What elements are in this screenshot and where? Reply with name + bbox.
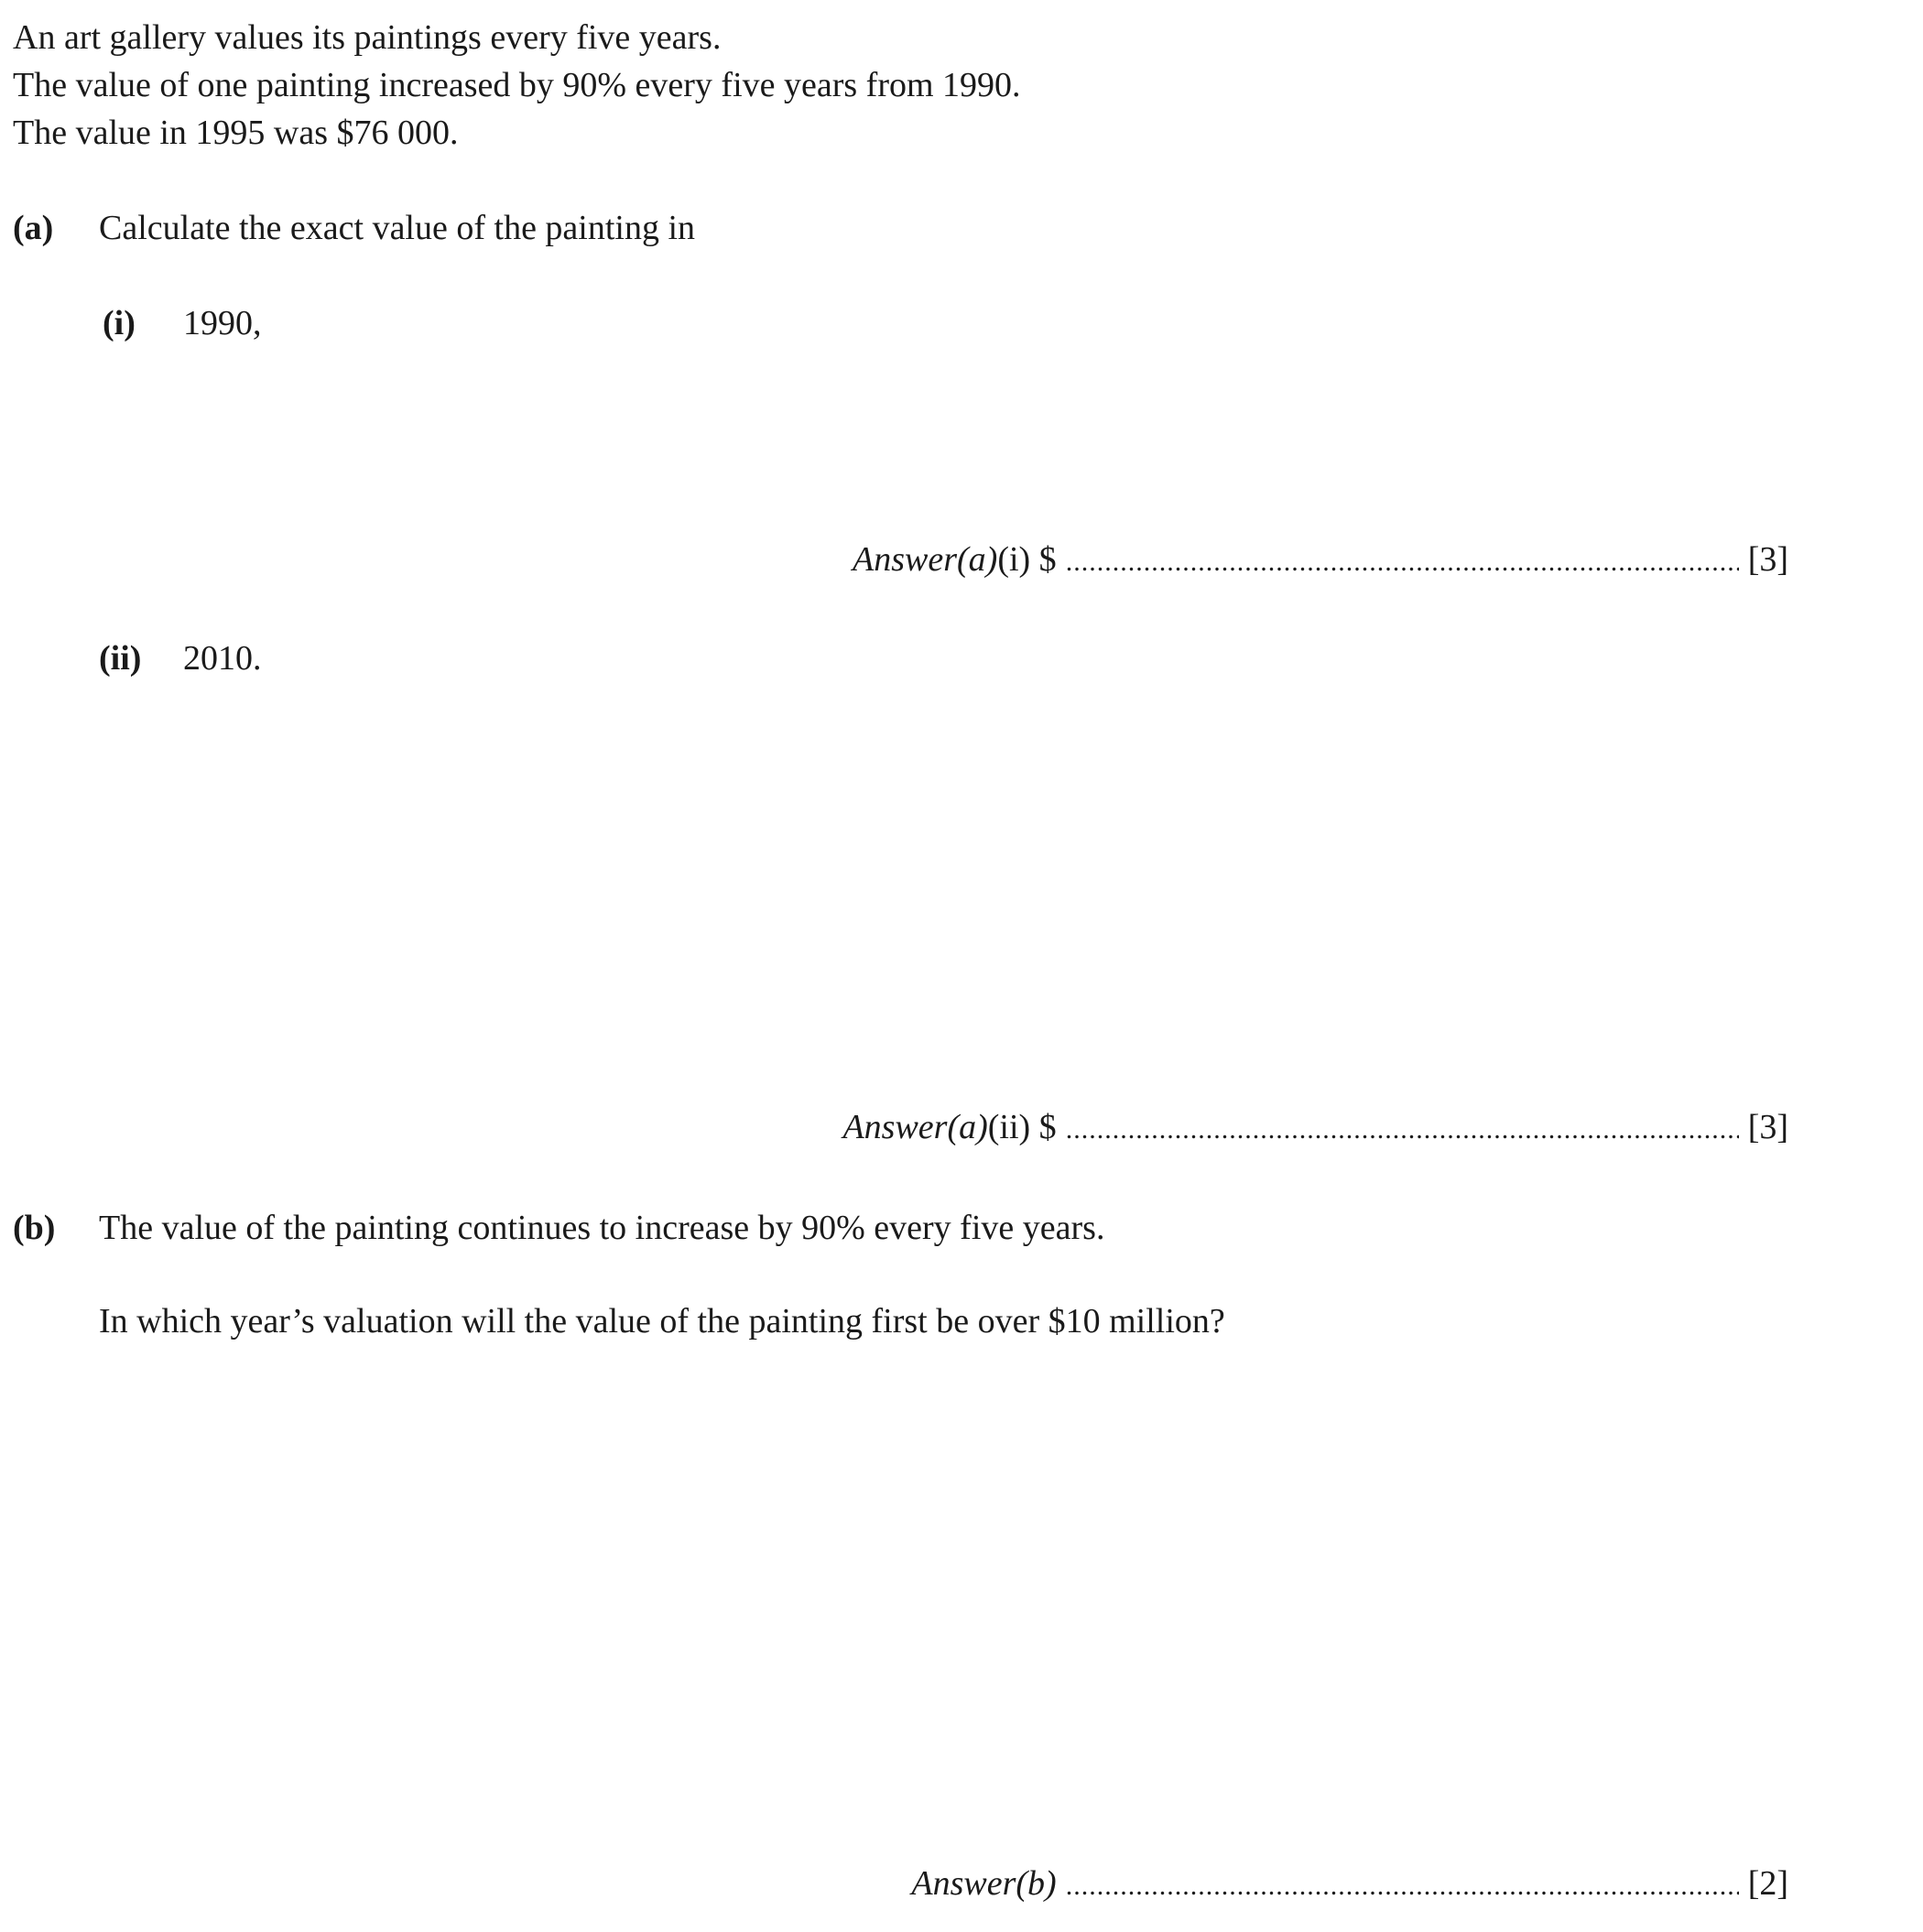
- part-a-i-label: (i): [103, 304, 136, 342]
- intro-line-3: The value in 1995 was $76 000.: [13, 114, 459, 152]
- marks-a-ii: [3]: [1747, 1108, 1788, 1146]
- part-a-ii-text: 2010.: [183, 639, 262, 678]
- answer-b-line: [911, 1866, 1788, 1901]
- part-a-text: Calculate the exact value of the painting in: [99, 209, 696, 247]
- part-a-label: (a): [13, 209, 54, 247]
- answer-b-label: Answer(b): [911, 1864, 1057, 1903]
- intro-line-1: An art gallery values its paintings every five years.: [13, 18, 722, 57]
- marks-b: [2]: [1747, 1864, 1788, 1903]
- part-b-text-2: In which year’s valuation will the value of the painting first be over $10 million?: [99, 1302, 1225, 1340]
- answer-a-i-field[interactable]: [1066, 548, 1739, 576]
- answer-a-ii-line: [842, 1110, 1788, 1145]
- answer-a-i-line: [853, 542, 1788, 577]
- answer-a-ii-field[interactable]: [1066, 1116, 1739, 1144]
- marks-a-i: [3]: [1747, 540, 1788, 579]
- part-a-ii-label: (ii): [99, 639, 142, 678]
- answer-a-ii-label: Answer(a)(ii) $: [842, 1108, 1057, 1146]
- answer-b-field[interactable]: [1066, 1872, 1739, 1900]
- part-b-text-1: The value of the painting continues to increase by 90% every five years.: [99, 1209, 1105, 1247]
- intro-line-2: The value of one painting increased by 90% every five years from 1990.: [13, 66, 1021, 104]
- part-b-label: (b): [13, 1209, 56, 1247]
- part-a-i-text: 1990,: [183, 304, 262, 342]
- answer-a-i-label: Answer(a)(i) $: [853, 540, 1057, 579]
